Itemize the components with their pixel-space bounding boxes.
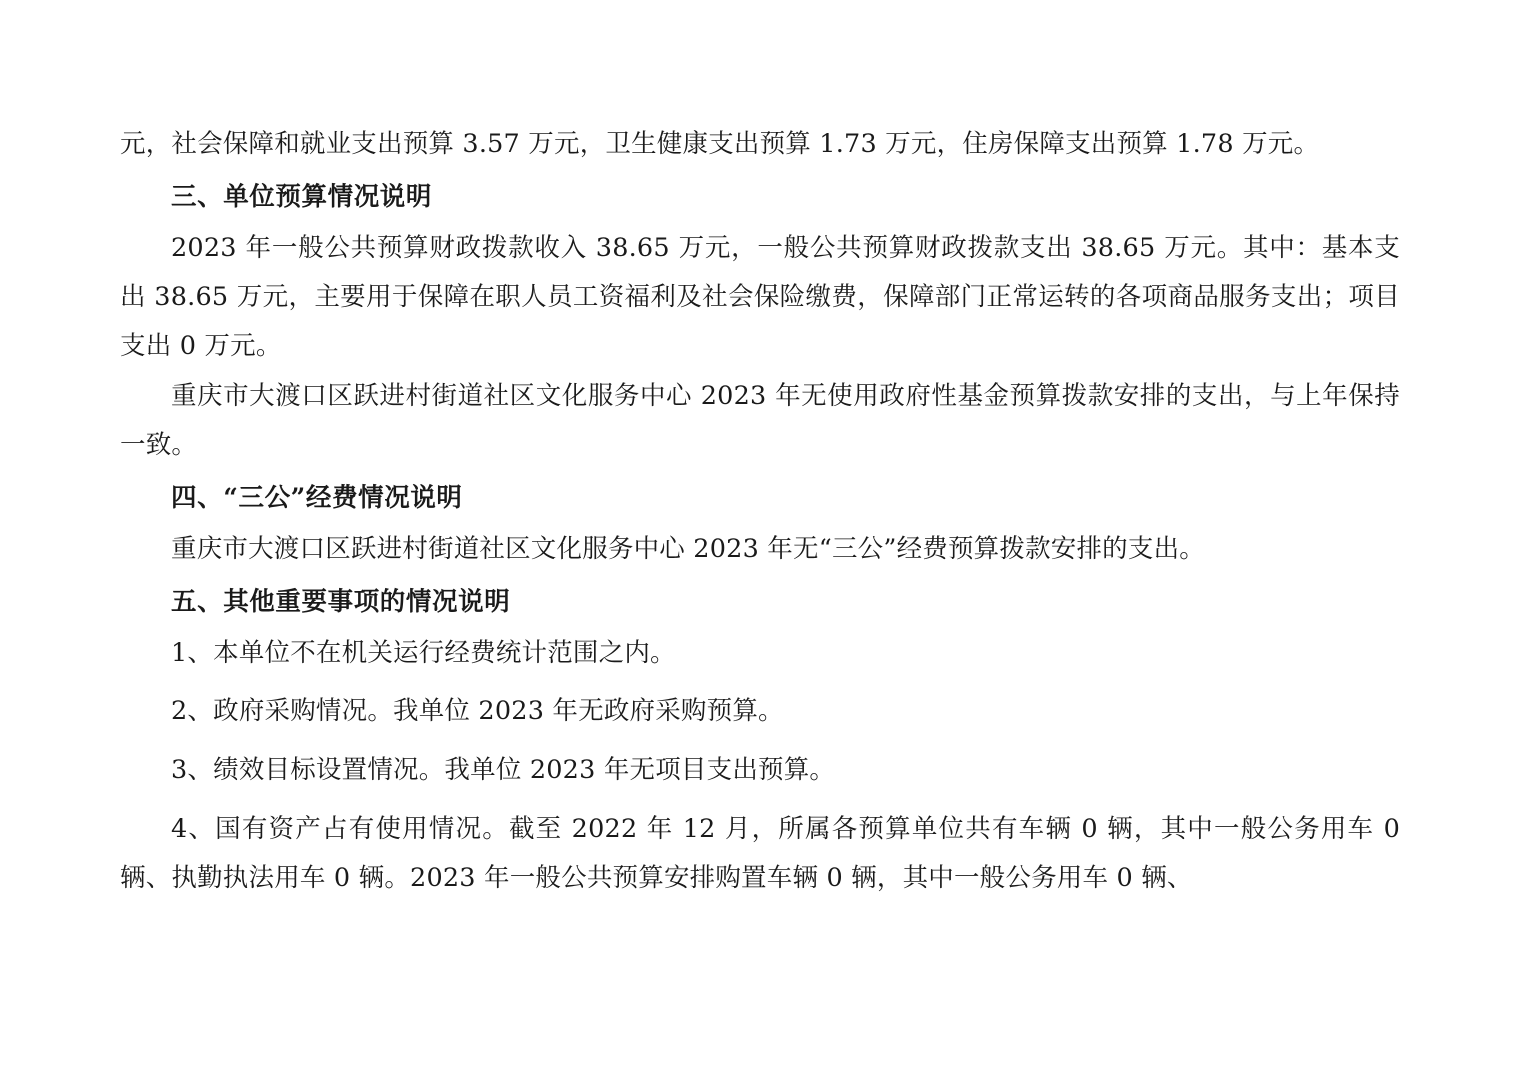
list-item-3: 3、绩效目标设置情况。我单位 2023 年无项目支出预算。 xyxy=(171,755,836,786)
section-heading-three: 三、单位预算情况说明 xyxy=(171,181,433,212)
section-heading-five: 五、其他重要事项的情况说明 xyxy=(171,586,511,617)
paragraph-sangong: 重庆市大渡口区跃进村街道社区文化服务中心 2023 年无“三公”经费预算拨款安排的支出。 xyxy=(171,533,1205,564)
list-item-2: 2、政府采购情况。我单位 2023 年无政府采购预算。 xyxy=(171,696,784,727)
section-heading-four: 四、“三公”经费情况说明 xyxy=(171,482,463,513)
document-body xyxy=(120,120,1400,903)
paragraph-government-fund: 重庆市大渡口区跃进村街道社区文化服务中心 2023 年无使用政府性基金预算拨款安排的支出，与上年保持一致。 xyxy=(120,380,1400,460)
paragraph-budget-overview: 2023 年一般公共预算财政拨款收入 38.65 万元，一般公共预算财政拨款支出 38.65 万元。其中：基本支出 38.65 万元，主要用于保障在职人员工资福利及社会保险缴费，保障部门正常运转的各项商品服务支出；项目支出 0 万元。 xyxy=(120,232,1400,361)
paragraph-continuation: 元，社会保障和就业支出预算 3.57 万元，卫生健康支出预算 1.73 万元，住房保障支出预算 1.78 万元。 xyxy=(120,129,1320,159)
list-item-1: 1、本单位不在机关运行经费统计范围之内。 xyxy=(171,637,676,668)
list-item-4: 4、国有资产占有使用情况。截至 2022 年 12 月，所属各预算单位共有车辆 0 辆，其中一般公务用车 0 辆、执勤执法用车 0 辆。2023 年一般公共预算安排购置车辆 0 辆，其中一般公务用车 0 辆、 xyxy=(120,814,1400,894)
